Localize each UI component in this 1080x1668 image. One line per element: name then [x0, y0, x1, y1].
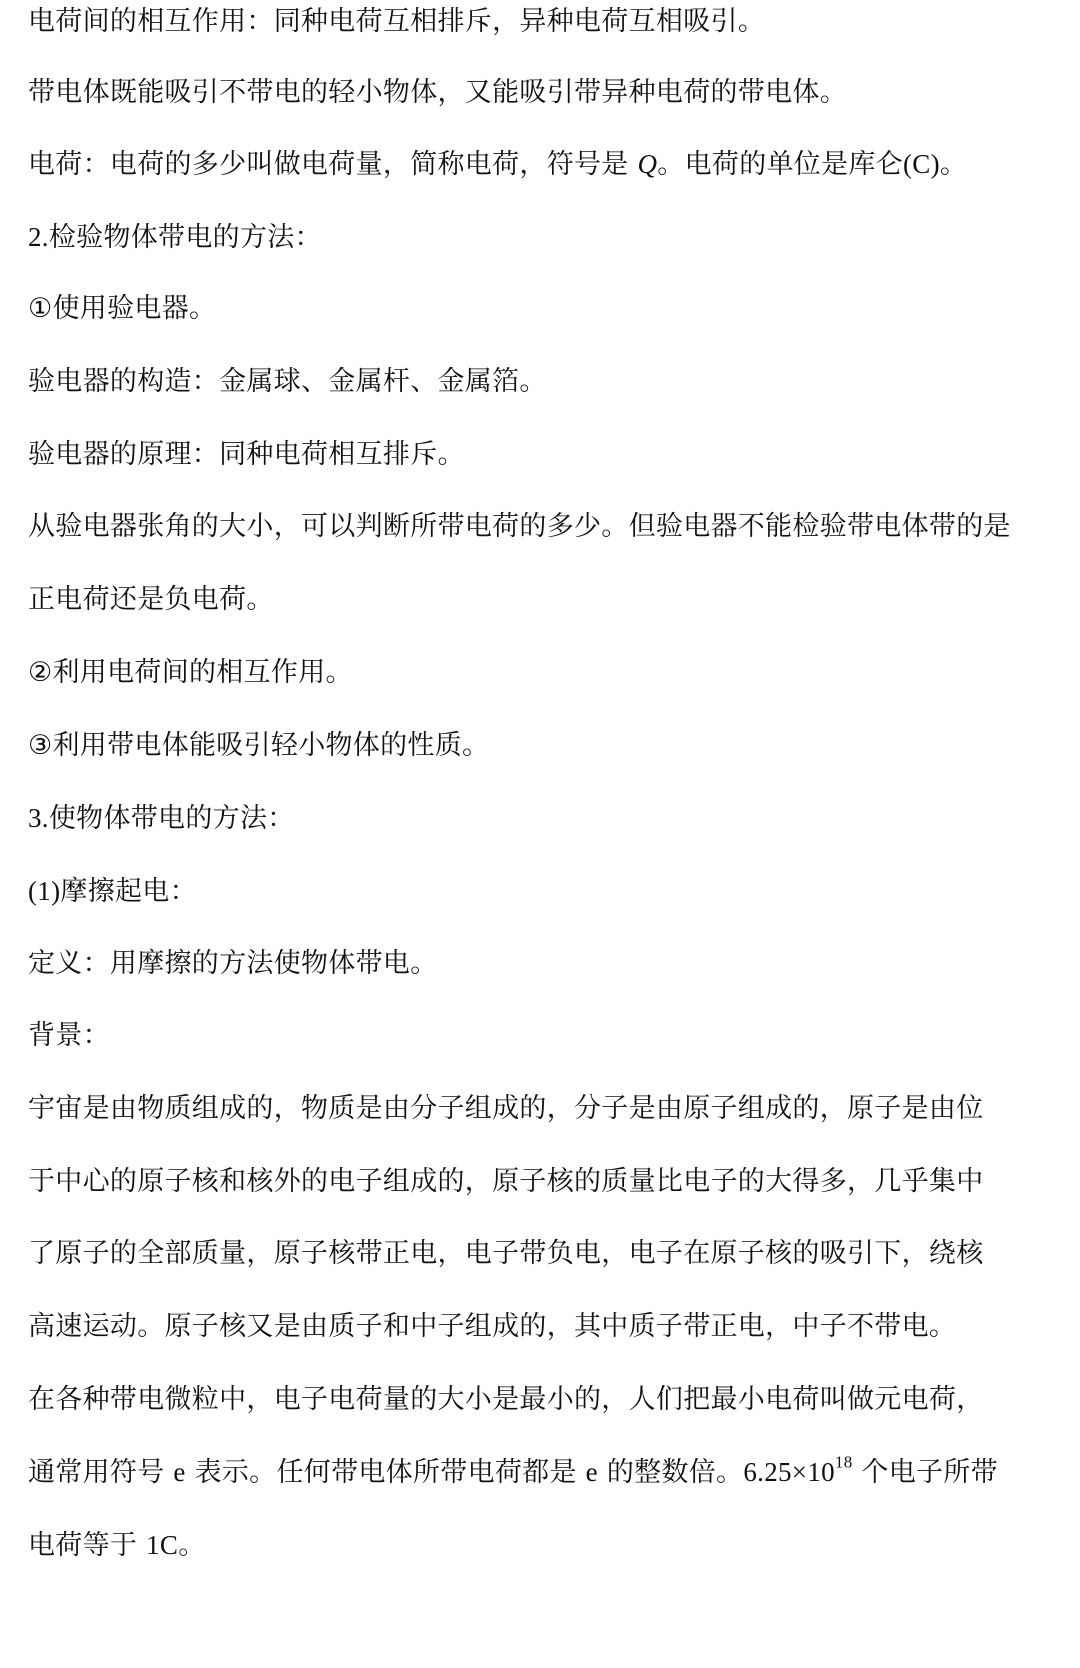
text-line-elementary-charge [28, 1378, 1058, 1422]
exponent-text: 18 [834, 1452, 853, 1472]
text-line-method-1 [28, 287, 1058, 331]
section-heading-2 [28, 215, 1058, 259]
line-text: 宇宙是由物质组成的，物质是由分子组成的，分子是由原子组成的，原子是由位 [28, 1093, 984, 1124]
text-line-elementary-symbol [28, 1450, 1058, 1494]
line-text: 电荷等于 [28, 1530, 147, 1561]
unit-text: 1C [146, 1530, 179, 1560]
line-text: 电荷间的相互作用：同种电荷互相排斥，异种电荷互相吸引。 [28, 6, 766, 37]
line-text: 背景： [28, 1020, 110, 1051]
section-number: 3. [28, 803, 49, 833]
number-text: 6.25×10 [743, 1457, 835, 1487]
section-number: 2. [28, 222, 49, 252]
subsection-heading-1 [28, 869, 1058, 913]
line-text: ③利用带电体能吸引轻小物体的性质。 [28, 730, 490, 761]
line-text: 高速运动。原子核又是由质子和中子组成的，其中质子带正电，中子不带电。 [28, 1311, 957, 1342]
line-text: 于中心的原子核和核外的电子组成的，原子核的质量比电子的大得多，几乎集中 [28, 1166, 984, 1197]
line-text: 。电荷的单位是库仑 [657, 149, 903, 180]
charge-symbol: Q [637, 149, 658, 179]
text-line-one-coulomb [28, 1523, 1058, 1567]
text-line-attraction [28, 71, 1058, 115]
text-line-method-3 [28, 724, 1058, 768]
line-text: 了原子的全部质量，原子核带正电，电子带负电，电子在原子核的吸引下，绕核 [28, 1238, 984, 1269]
text-line-electroscope-principle [28, 433, 1058, 477]
line-text: 验电器的原理：同种电荷相互排斥。 [28, 439, 465, 470]
symbol-e: e [585, 1457, 598, 1487]
text-line-background-4 [28, 1305, 1058, 1349]
line-text: 从验电器张角的大小，可以判断所带电荷的多少。但验电器不能检验带电体带的是 [28, 511, 1011, 542]
section-heading-3 [28, 796, 1058, 840]
heading-text: 使物体带电的方法： [48, 803, 295, 834]
text-line-background-3 [28, 1232, 1058, 1276]
line-text: 电荷：电荷的多少叫做电荷量，简称电荷，符号是 [28, 149, 638, 180]
unit-text: (C) [903, 149, 940, 179]
text-line-angle-cont [28, 578, 1058, 622]
line-text: ②利用电荷间的相互作用。 [28, 657, 353, 688]
text-line-method-2 [28, 651, 1058, 695]
line-text: ①使用验电器。 [28, 293, 217, 324]
line-text: 定义：用摩擦的方法使物体带电。 [28, 948, 438, 979]
line-text: 。 [178, 1530, 206, 1561]
subsection-number: (1) [28, 876, 61, 906]
text-line-electroscope-structure [28, 360, 1058, 404]
text-line-background-label [28, 1014, 1058, 1058]
text-line-background-2 [28, 1160, 1058, 1204]
line-text: 表示。任何带电体所带电荷都是 [185, 1457, 586, 1488]
text-line-charge-definition [28, 142, 1058, 186]
line-text: 正电荷还是负电荷。 [28, 584, 274, 615]
heading-text: 摩擦起电： [60, 876, 197, 907]
line-text: 。 [939, 149, 968, 180]
line-text: 个电子所带 [852, 1457, 998, 1488]
text-line-angle [28, 505, 1058, 549]
text-line-background-1 [28, 1087, 1058, 1131]
line-text: 通常用符号 [28, 1457, 174, 1488]
symbol-e: e [173, 1457, 186, 1487]
heading-text: 检验物体带电的方法： [48, 222, 322, 253]
text-line-interaction-rule [28, 0, 1058, 44]
line-text: 验电器的构造：金属球、金属杆、金属箔。 [28, 366, 547, 397]
text-line-friction-definition [28, 942, 1058, 986]
line-text: 带电体既能吸引不带电的轻小物体，又能吸引带异种电荷的带电体。 [28, 77, 847, 108]
line-text: 的整数倍。 [597, 1457, 744, 1488]
line-text: 在各种带电微粒中，电子电荷量的大小是最小的，人们把最小电荷叫做元电荷， [28, 1384, 984, 1415]
